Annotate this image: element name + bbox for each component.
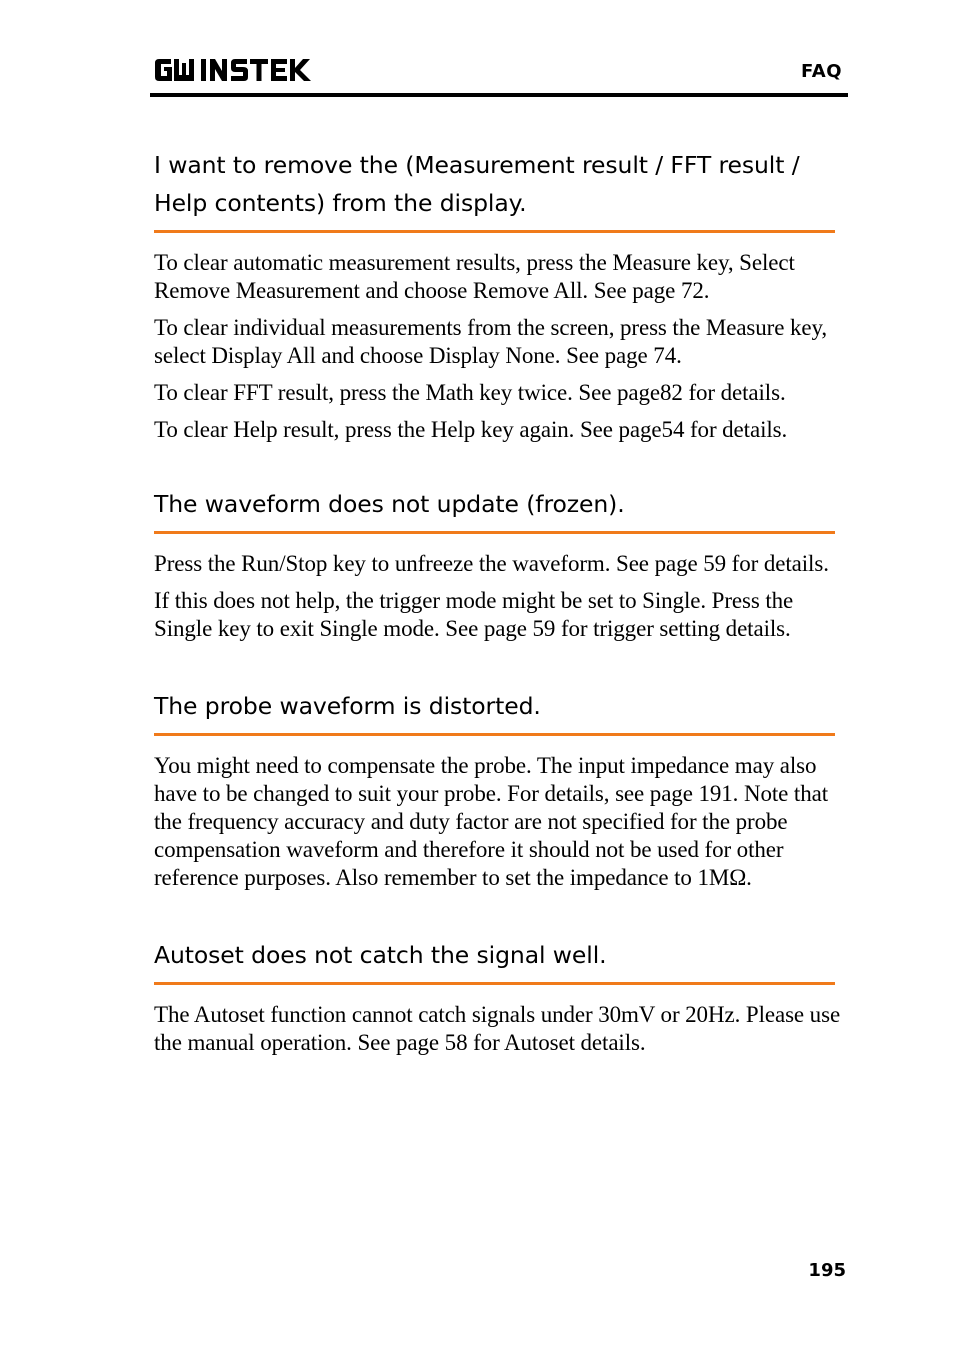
faq-item-frozen-waveform xyxy=(154,485,844,643)
answer-paragraph: To clear individual measurements from the screen, press the Measure key, select Display All and choose Display None. See page 74. xyxy=(154,315,828,368)
faq-answer xyxy=(154,1001,844,1057)
answer-paragraph: You might need to compensate the probe. The input impedance may also have to be changed to suit your probe. For details, see page 191. Note that the frequency accuracy and duty factor are not specified for the probe compensation waveform and therefore it should not be used for other reference purposes. Also remember to set the impedance to 1MΩ. xyxy=(154,753,829,890)
answer-paragraph: To clear automatic measurement results, press the Measure key, Select Remove Measurement and choose Remove All. See page 72. xyxy=(154,250,795,303)
answer-paragraph: If this does not help, the trigger mode might be set to Single. Press the Single key to exit Single mode. See page 59 for trigger setting details. xyxy=(154,588,794,641)
header-divider xyxy=(150,93,848,97)
faq-question: The waveform does not update (frozen). xyxy=(154,485,835,534)
answer-paragraph: To clear Help result, press the Help key again. See page54 for details. xyxy=(154,417,788,442)
section-label: FAQ xyxy=(801,61,842,82)
faq-question: Autoset does not catch the signal well. xyxy=(154,936,835,985)
faq-answer xyxy=(154,550,844,643)
faq-answer xyxy=(154,249,844,444)
page-number: 195 xyxy=(808,1260,846,1281)
answer-paragraph: Press the Run/Stop key to unfreeze the waveform. See page 59 for details. xyxy=(154,551,829,576)
faq-question: I want to remove the (Measurement result / FFT result / Help contents) from the display. xyxy=(154,146,835,233)
gw-instek-logo xyxy=(153,56,321,84)
faq-item-remove-display xyxy=(154,146,844,444)
faq-answer xyxy=(154,752,844,892)
answer-paragraph: The Autoset function cannot catch signals under 30mV or 20Hz. Please use the manual operation. See page 58 for Autoset details. xyxy=(154,1002,841,1055)
faq-item-probe-distorted xyxy=(154,687,844,892)
gw-instek-logo-graphic xyxy=(153,57,321,83)
faq-content xyxy=(154,146,844,1066)
answer-paragraph: To clear FFT result, press the Math key twice. See page82 for details. xyxy=(154,380,786,405)
faq-question: The probe waveform is distorted. xyxy=(154,687,835,736)
faq-item-autoset xyxy=(154,936,844,1057)
